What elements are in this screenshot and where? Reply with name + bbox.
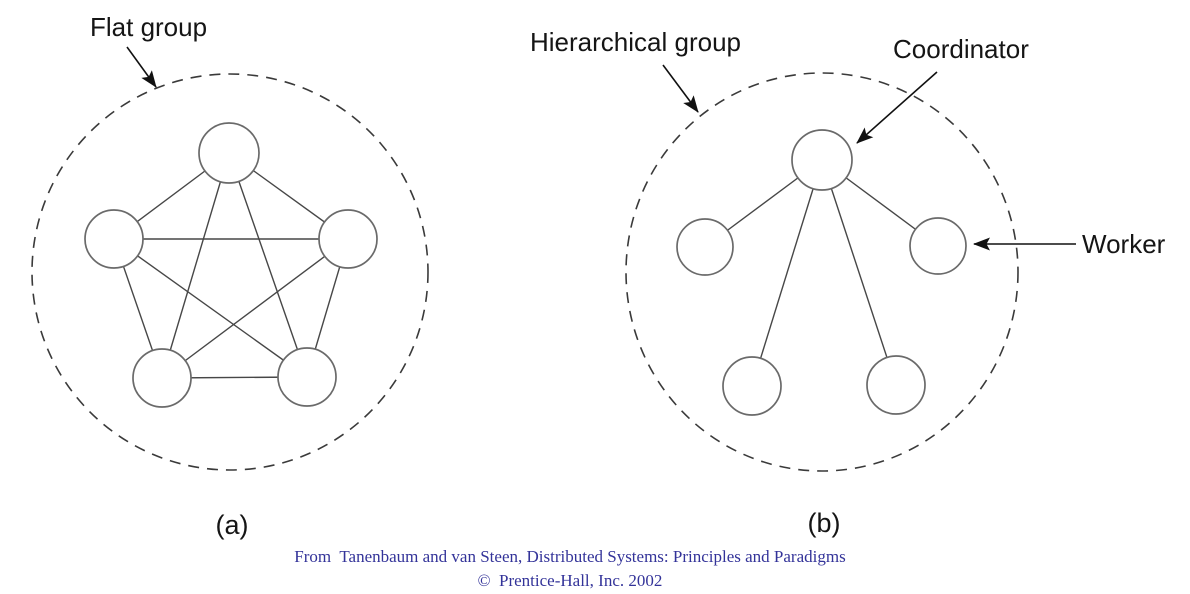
coordinator-arrow-icon	[857, 72, 937, 143]
worker-node-bottom-right	[867, 356, 925, 414]
panel-a-label: (a)	[215, 510, 249, 540]
hierarchical-group-edges	[705, 160, 938, 386]
flat-group-label: Flat group	[90, 12, 208, 42]
flat-group-nodes	[85, 123, 377, 407]
flat-group-diagram	[32, 47, 428, 470]
coordinator-label: Coordinator	[893, 34, 1029, 64]
flat-node-bottom-right	[278, 348, 336, 406]
edge-top-bottomleft	[162, 153, 229, 378]
figure-caption	[0, 545, 1140, 593]
flat-node-top	[199, 123, 259, 183]
worker-node-right	[910, 218, 966, 274]
coordinator-node	[792, 130, 852, 190]
worker-node-bottom-left	[723, 357, 781, 415]
caption-source-line: From Tanenbaum and van Steen, Distributed Systems: Principles and Paradigms	[294, 547, 846, 566]
flat-node-right	[319, 210, 377, 268]
hierarchical-group-label: Hierarchical group	[530, 27, 741, 57]
flat-group-edges	[114, 153, 348, 378]
edge-coordinator-worker-bottom-left	[752, 160, 822, 386]
hierarchical-group-arrow-icon	[663, 65, 698, 112]
flat-node-left	[85, 210, 143, 268]
hierarchical-group-nodes	[677, 130, 966, 415]
panel-b-label: (b)	[807, 508, 841, 538]
edge-top-bottomright	[229, 153, 307, 377]
flat-node-bottom-left	[133, 349, 191, 407]
worker-label: Worker	[1082, 229, 1166, 259]
edge-coordinator-worker-bottom-right	[822, 160, 896, 385]
caption-copyright-line: © Prentice-Hall, Inc. 2002	[477, 571, 663, 590]
hierarchical-group-diagram	[626, 65, 1076, 471]
worker-node-left	[677, 219, 733, 275]
flat-group-arrow-icon	[127, 47, 156, 87]
